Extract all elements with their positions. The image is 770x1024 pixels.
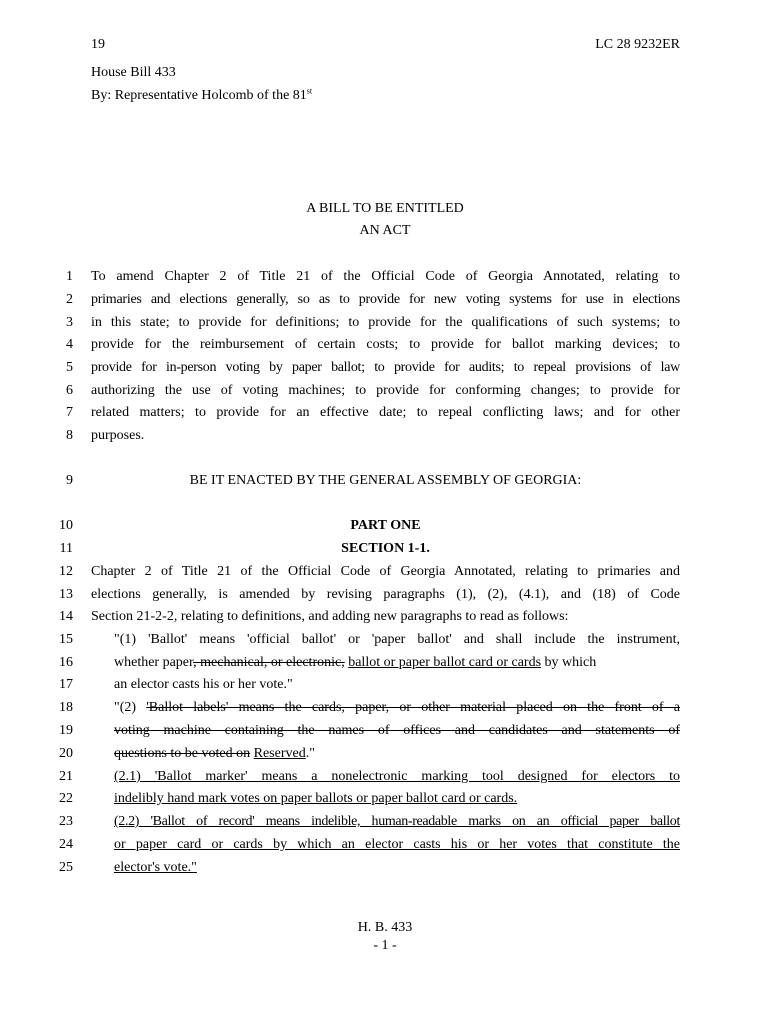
bill-text-line: Section 21-2-2, relating to definitions, and adding new paragraphs to read as follows: xyxy=(91,609,569,624)
inserted-text: indelibly hand mark votes on paper ballots or paper ballot card or cards. xyxy=(114,791,518,806)
line-number: 4 xyxy=(66,337,73,352)
bill-author xyxy=(91,88,312,104)
line-number: 9 xyxy=(66,473,73,488)
bill-text-line xyxy=(114,700,680,716)
line-number: 6 xyxy=(66,383,73,398)
author-text: By: Representative Holcomb of the 81 xyxy=(91,88,307,103)
inserted-text: (2.2) 'Ballot of record' means indelible, human-readable marks on an official paper ballot xyxy=(114,814,680,829)
bill-text-line: To amend Chapter 2 of Title 21 of the Official Code of Georgia Annotated, relating to xyxy=(91,269,680,284)
line-number: 23 xyxy=(59,814,73,829)
bill-text-line: an elector casts his or her vote." xyxy=(114,677,293,692)
bill-text-line xyxy=(114,655,680,671)
enacting-clause: BE IT ENACTED BY THE GENERAL ASSEMBLY OF GEORGIA: xyxy=(189,473,582,488)
line-number: 15 xyxy=(59,632,73,647)
line-number: 17 xyxy=(59,677,73,692)
bill-text-line: elections generally, is amended by revising paragraphs (1), (2), (4.1), and (18) of Code xyxy=(91,587,680,602)
bill-text-line: in this state; to provide for definitions; to provide for the qualifications of such systems; to xyxy=(91,315,680,330)
inserted-text: elector's vote." xyxy=(114,860,197,875)
line-number: 11 xyxy=(59,541,73,556)
line-number: 24 xyxy=(59,837,73,852)
struck-text: 'Ballot labels' means the cards, paper, or other material placed on the front of a xyxy=(146,700,680,715)
bill-text-line xyxy=(114,746,680,762)
text-fragment: "(2) xyxy=(114,700,147,715)
line-number: 5 xyxy=(66,360,73,375)
text-fragment: by which xyxy=(541,655,597,670)
bill-text-line xyxy=(114,791,680,807)
bill-text-line xyxy=(114,814,680,830)
footer-bill-number: H. B. 433 xyxy=(357,920,413,935)
bill-text-line: purposes. xyxy=(91,428,145,443)
line-number: 14 xyxy=(59,609,73,624)
inserted-text: or paper card or cards by which an elector casts his or her votes that constitute the xyxy=(114,837,680,852)
line-number: 8 xyxy=(66,428,73,443)
line-number: 12 xyxy=(59,564,73,579)
section-heading: SECTION 1-1. xyxy=(341,541,430,556)
bill-text-line: provide for in-person voting by paper ballot; to provide for audits; to repeal provisions of law xyxy=(91,360,680,375)
line-number: 7 xyxy=(66,405,73,420)
bill-title-line2: AN ACT xyxy=(359,223,411,238)
line-number: 10 xyxy=(59,518,73,533)
bill-number: House Bill 433 xyxy=(91,65,176,80)
bill-text-line: primaries and elections generally, so as to provide for new voting systems for use in elections xyxy=(91,292,680,307)
part-heading: PART ONE xyxy=(350,518,421,533)
inserted-text: Reserved xyxy=(253,746,306,761)
struck-text: questions to be voted on xyxy=(114,746,251,761)
line-number: 25 xyxy=(59,860,73,875)
text-fragment: ." xyxy=(305,746,315,761)
line-number: 21 xyxy=(59,769,73,784)
struck-text: , mechanical, or electronic, xyxy=(193,655,345,670)
author-ordinal: st xyxy=(306,86,313,96)
inserted-text: ballot or paper ballot card or cards xyxy=(348,655,542,670)
footer-page-number: - 1 - xyxy=(373,938,397,953)
struck-text: voting machine containing the names of offices and candidates and statements of xyxy=(114,723,680,738)
line-number: 1 xyxy=(66,269,73,284)
bill-text-line: Chapter 2 of Title 21 of the Official Code of Georgia Annotated, relating to primaries and xyxy=(91,564,680,579)
line-number: 3 xyxy=(66,315,73,330)
line-number: 18 xyxy=(59,700,73,715)
inserted-text: (2.1) 'Ballot marker' means a nonelectronic marking tool designed for electors to xyxy=(114,769,680,784)
line-number: 22 xyxy=(59,791,73,806)
line-number: 16 xyxy=(59,655,73,670)
bill-text-line: authorizing the use of voting machines; to provide for conforming changes; to provide for xyxy=(91,383,680,398)
bill-text-line: provide for the reimbursement of certain costs; to provide for ballot marking devices; to xyxy=(91,337,680,352)
bill-text-line xyxy=(114,769,680,785)
bill-title-line1: A BILL TO BE ENTITLED xyxy=(306,201,464,216)
bill-text-line: related matters; to provide for an effective date; to repeal conflicting laws; and for other xyxy=(91,405,680,420)
line-number: 2 xyxy=(66,292,73,307)
bill-text-line xyxy=(114,723,680,739)
bill-text-line xyxy=(114,837,680,853)
lc-code: LC 28 9232ER xyxy=(595,37,680,52)
session-year: 19 xyxy=(91,37,105,52)
text-fragment: whether paper xyxy=(114,655,194,670)
line-number: 19 xyxy=(59,723,73,738)
line-number: 20 xyxy=(59,746,73,761)
bill-text-line xyxy=(114,860,680,876)
bill-text-line: "(1) 'Ballot' means 'official ballot' or 'paper ballot' and shall include the instrument, xyxy=(114,632,680,647)
line-number: 13 xyxy=(59,587,73,602)
